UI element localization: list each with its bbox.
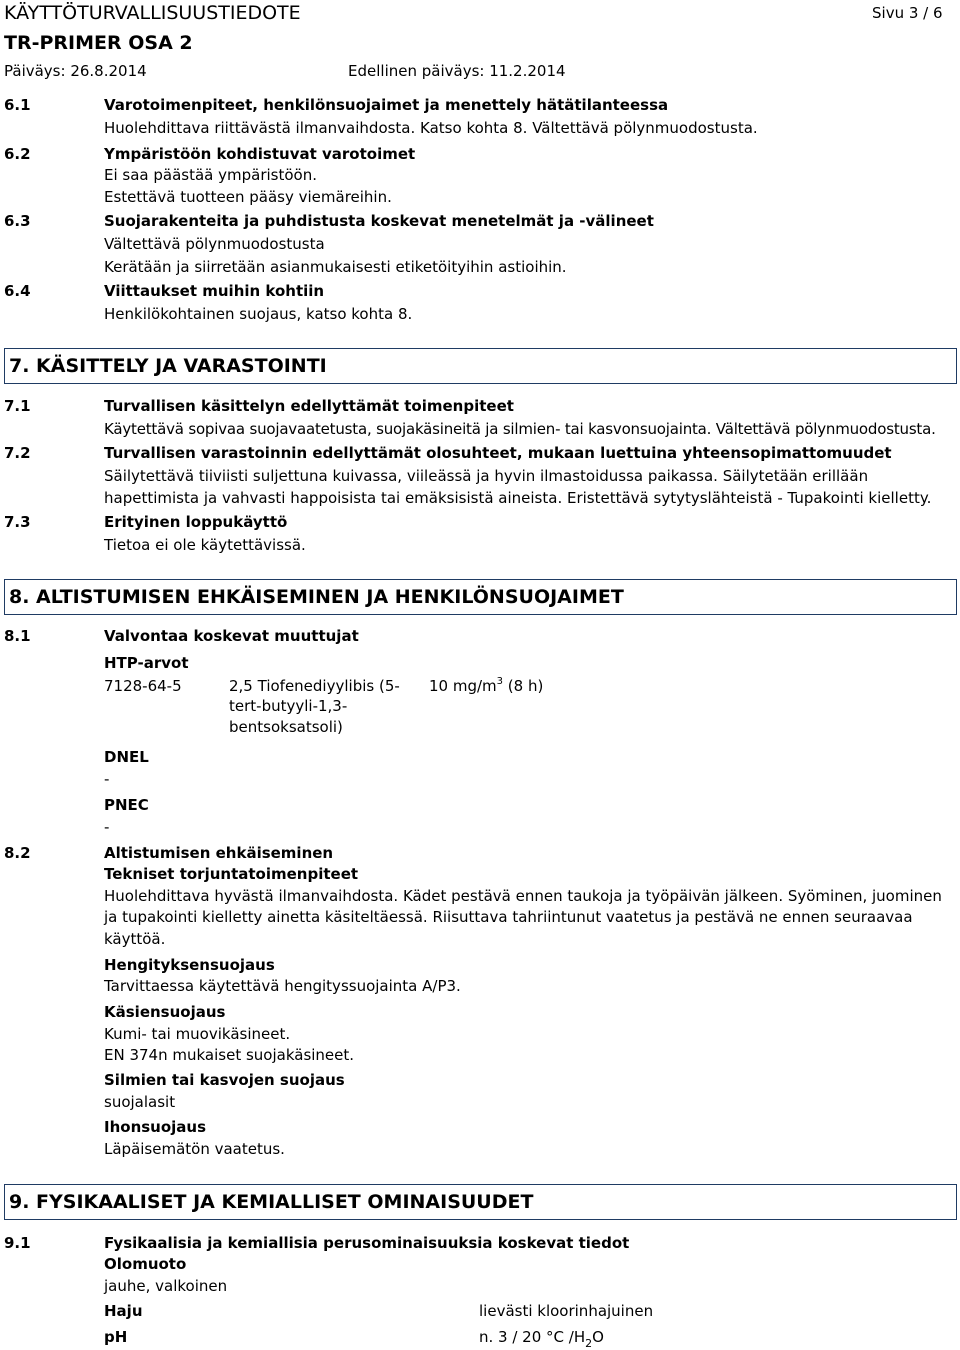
body-text: Läpäisemätön vaatetus. — [104, 1140, 285, 1158]
odor-label: Haju — [104, 1302, 143, 1320]
body-text: Käytettävä sopivaa suojavaatetusta, suojakäsineitä ja silmien- tai kasvonsuojainta. Vältettävä pölynmuodostusta. — [104, 420, 936, 438]
eye-heading: Silmien tai kasvojen suojaus — [104, 1071, 345, 1089]
previous-date: Edellinen päiväys: 11.2.2014 — [348, 62, 566, 80]
subsection-number: 8.2 — [4, 844, 31, 862]
body-text: käyttöä. — [104, 930, 166, 948]
subsection-number: 6.1 — [4, 96, 31, 114]
subsection-heading: Valvontaa koskevat muuttujat — [104, 627, 359, 645]
body-text: Tietoa ei ole käytettävissä. — [104, 536, 306, 554]
subsection-heading: Altistumisen ehkäiseminen — [104, 844, 334, 862]
substance-name: tert-butyyli-1,3- — [229, 697, 348, 715]
section-8-header — [4, 579, 957, 615]
section-title: 8. ALTISTUMISEN EHKÄISEMINEN JA HENKILÖNSUOJAIMET — [9, 586, 624, 608]
body-text: Säilytettävä tiiviisti suljettuna kuivassa, viileässä ja hyvin ilmastoidussa paikassa. Säilytetään erillään — [104, 467, 869, 485]
form-value: jauhe, valkoinen — [104, 1277, 228, 1295]
limit-value: 10 $mg/m^3$ (8 h) — [429, 676, 544, 695]
section-9-header — [4, 1184, 957, 1220]
dnel-value: - — [104, 770, 110, 788]
cas-number: 7128-64-5 — [104, 677, 182, 695]
dnel-label: DNEL — [104, 748, 149, 766]
section-title: 7. KÄSITTELY JA VARASTOINTI — [9, 355, 327, 377]
subsection-heading: Turvallisen käsittelyn edellyttämät toimenpiteet — [104, 397, 514, 415]
body-text: Ei saa päästää ympäristöön. — [104, 166, 317, 184]
body-text: Tarvittaessa käytettävä hengityssuojainta A/P3. — [104, 977, 461, 995]
subsection-number: 6.2 — [4, 145, 31, 163]
substance-name: 2,5 Tiofenediyylibis (5- — [229, 677, 400, 695]
subsection-heading: Varotoimenpiteet, henkilönsuojaimet ja menettely hätätilanteessa — [104, 96, 669, 114]
section-title: 9. FYSIKAALISET JA KEMIALLISET OMINAISUUDET — [9, 1191, 534, 1213]
product-name: TR-PRIMER OSA 2 — [4, 32, 193, 54]
body-text: EN 374n mukaiset suojakäsineet. — [104, 1046, 355, 1064]
subsection-number: 6.4 — [4, 282, 31, 300]
body-text: Kumi- tai muovikäsineet. — [104, 1025, 291, 1043]
subsection-heading: Ympäristöön kohdistuvat varotoimet — [104, 145, 416, 163]
respiratory-heading: Hengityksensuojaus — [104, 956, 275, 974]
subsection-heading: Turvallisen varastoinnin edellyttämät olosuhteet, mukaan luettuina yhteensopimattomuudet — [104, 444, 892, 462]
subsection-number: 6.3 — [4, 212, 31, 230]
body-text: ja tupakointi kielletty ainetta käsiteltäessä. Riisuttava tahriintunut vaatetus ja pestävä ne ennen seuraavaa — [104, 908, 913, 926]
body-text: hapettimista ja vahvasti happoisista tai emäksisistä aineista. Eristettävä sytytyslähteistä - Tupakointi kielletty. — [104, 489, 932, 507]
substance-name: bentsoksatsoli) — [229, 718, 343, 736]
pnec-label: PNEC — [104, 796, 149, 814]
body-text: suojalasit — [104, 1093, 176, 1111]
hand-heading: Käsiensuojaus — [104, 1003, 226, 1021]
subsection-number: 7.3 — [4, 513, 31, 531]
section-7-header — [4, 348, 957, 384]
subsection-number: 7.2 — [4, 444, 31, 462]
pnec-value: - — [104, 818, 110, 836]
subsection-number: 7.1 — [4, 397, 31, 415]
subsection-heading: Viittaukset muihin kohtiin — [104, 282, 325, 300]
subsection-number: 9.1 — [4, 1234, 31, 1252]
ph-label: pH — [104, 1328, 128, 1346]
tech-heading: Tekniset torjuntatoimenpiteet — [104, 865, 359, 883]
subsection-heading: Fysikaalisia ja kemiallisia perusominaisuuksia koskevat tiedot — [104, 1234, 630, 1252]
body-text: Vältettävä pölynmuodostusta — [104, 235, 325, 253]
subsection-heading: Erityinen loppukäyttö — [104, 513, 288, 531]
page-number: Sivu 3 / 6 — [872, 4, 943, 22]
odor-value: lievästi kloorinhajuinen — [479, 1302, 654, 1320]
body-text: Huolehdittava riittävästä ilmanvaihdosta. Katso kohta 8. Vältettävä pölynmuodostusta. — [104, 119, 758, 137]
body-text: Estettävä tuotteen pääsy viemäreihin. — [104, 188, 392, 206]
issue-date: Päiväys: 26.8.2014 — [4, 62, 147, 80]
body-text: Henkilökohtainen suojaus, katso kohta 8. — [104, 305, 413, 323]
form-heading: Olomuoto — [104, 1255, 187, 1273]
skin-heading: Ihonsuojaus — [104, 1118, 207, 1136]
subsection-number: 8.1 — [4, 627, 31, 645]
document-title: KÄYTTÖTURVALLISUUSTIEDOTE — [4, 2, 301, 24]
body-text: Huolehdittava hyvästä ilmanvaihdosta. Kädet pestävä ennen taukoja ja työpäivän jälkeen. Syöminen, juominen — [104, 887, 942, 905]
ph-value: n. 3 / 20 °C $/H_2O$ — [479, 1328, 604, 1350]
subsection-heading: Suojarakenteita ja puhdistusta koskevat menetelmät ja -välineet — [104, 212, 654, 230]
body-text: Kerätään ja siirretään asianmukaisesti etiketöityihin astioihin. — [104, 258, 567, 276]
htp-label: HTP-arvot — [104, 654, 189, 672]
